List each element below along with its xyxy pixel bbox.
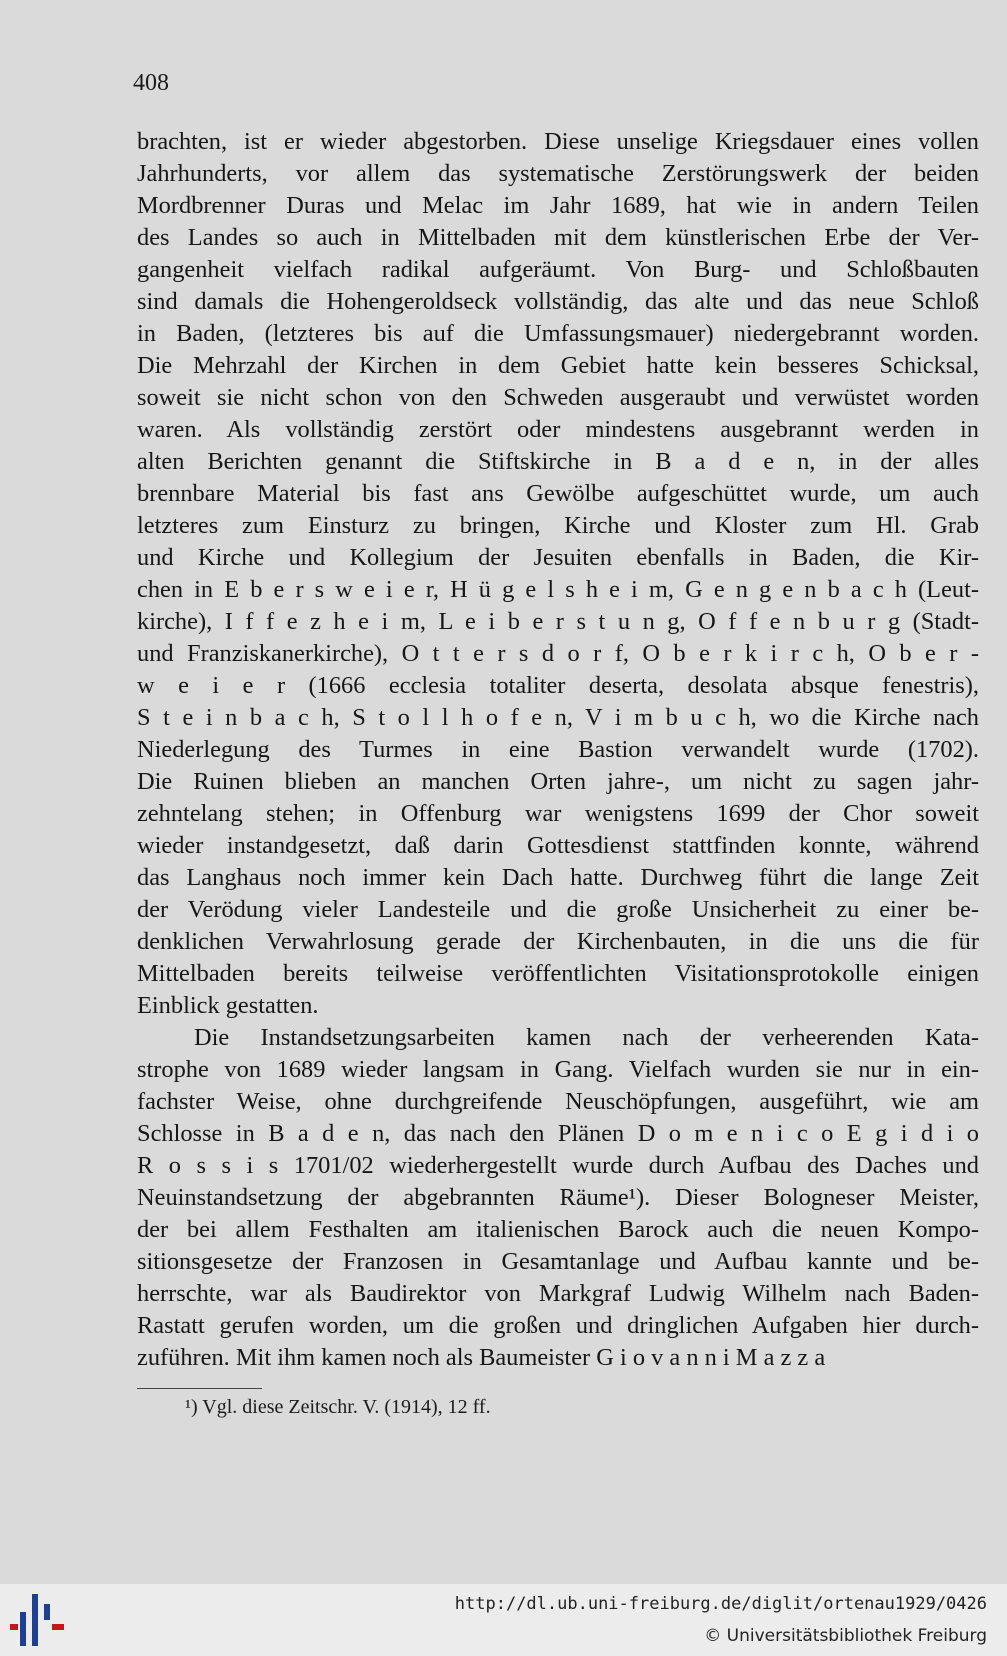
text-line: Die Ruinen blieben an manchen Orten jahre-, um nicht zu sagen jahr- [137,768,979,795]
copyright-text: © Universitätsbibliothek Freiburg [704,1626,987,1646]
library-logo-icon [8,1588,68,1652]
text-line: R o s s i s 1701/02 wiederhergestellt wurde durch Aufbau des Daches und [137,1152,979,1179]
text-line: waren. Als vollständig zerstört oder mindestens ausgebrannt werden in [137,416,979,443]
text-line: strophe von 1689 wieder langsam in Gang. Vielfach wurden sie nur in ein- [137,1056,979,1083]
text-line: Mordbrenner Duras und Melac im Jahr 1689, hat wie in andern Teilen [137,192,979,219]
text-line: der Verödung vieler Landesteile und die große Unsicherheit zu einer be- [137,896,979,923]
text-line: zuführen. Mit ihm kamen noch als Baumeister G i o v a n n i M a z z a [137,1344,826,1371]
text-line: letzteres zum Einsturz zu bringen, Kirche und Kloster zum Hl. Grab [137,512,979,539]
text-line: w e i e r (1666 ecclesia totaliter deserta, desolata absque fenestris), [137,672,979,699]
text-line: denklichen Verwahrlosung gerade der Kirchenbauten, in die uns die für [137,928,979,955]
text-line: der bei allem Festhalten am italienischen Barock auch die neuen Kompo- [137,1216,979,1243]
text-line: Jahrhunderts, vor allem das systematische Zerstörungswerk der beiden [137,160,979,187]
text-line: S t e i n b a c h, S t o l l h o f e n, V i m b u c h, wo die Kirche nach [137,704,979,731]
text-line: und Kirche und Kollegium der Jesuiten ebenfalls in Baden, die Kir- [137,544,979,571]
text-line: soweit sie nicht schon von den Schweden ausgeraubt und verwüstet worden [137,384,979,411]
text-line: fachster Weise, ohne durchgreifende Neuschöpfungen, ausgeführt, wie am [137,1088,979,1115]
text-line: herrschte, war als Baudirektor von Markgraf Ludwig Wilhelm nach Baden- [137,1280,979,1307]
text-line: das Langhaus noch immer kein Dach hatte. Durchweg führt die lange Zeit [137,864,979,891]
body-text [137,126,979,1374]
text-line: alten Berichten genannt die Stiftskirche in B a d e n, in der alles [137,448,979,475]
text-line: Neuinstandsetzung der abgebrannten Räume¹). Dieser Bologneser Meister, [137,1184,979,1211]
source-url-link[interactable]: http://dl.ub.uni-freiburg.de/diglit/ortenau1929/0426 [454,1594,987,1614]
text-line: brennbare Material bis fast ans Gewölbe aufgeschüttet wurde, um auch [137,480,979,507]
footnote-divider [137,1388,262,1389]
text-line: chen in E b e r s w e i e r, H ü g e l s h e i m, G e n g e n b a c h (Leut- [137,576,979,603]
text-line: Die Instandsetzungsarbeiten kamen nach der verheerenden Kata- [194,1024,979,1051]
text-line: Niederlegung des Turmes in eine Bastion verwandelt wurde (1702). [137,736,979,763]
text-line: Die Mehrzahl der Kirchen in dem Gebiet hatte kein besseres Schicksal, [137,352,979,379]
text-line: wieder instandgesetzt, daß darin Gottesdienst stattfinden konnte, während [137,832,979,859]
text-line: gangenheit vielfach radikal aufgeräumt. Von Burg- und Schloßbauten [137,256,979,283]
text-line: Mittelbaden bereits teilweise veröffentlichten Visitationsprotokolle einigen [137,960,979,987]
text-line: des Landes so auch in Mittelbaden mit dem künstlerischen Erbe der Ver- [137,224,979,251]
page-number: 408 [133,70,169,96]
text-line: sind damals die Hohengeroldseck vollständig, das alte und das neue Schloß [137,288,979,315]
text-line: in Baden, (letzteres bis auf die Umfassungsmauer) niedergebrannt worden. [137,320,979,347]
text-line: und Franziskanerkirche), O t t e r s d o r f, O b e r k i r c h, O b e r - [137,640,979,667]
text-line: brachten, ist er wieder abgestorben. Diese unselige Kriegsdauer eines vollen [137,128,979,155]
footnote: ¹) Vgl. diese Zeitschr. V. (1914), 12 ff. [185,1396,491,1418]
text-line: kirche), I f f e z h e i m, L e i b e r s t u n g, O f f e n b u r g (Stadt- [137,608,979,635]
text-line: Rastatt gerufen worden, um die großen und dringlichen Aufgaben hier durch- [137,1312,979,1339]
text-line: sitionsgesetze der Franzosen in Gesamtanlage und Aufbau kannte und be- [137,1248,979,1275]
text-line: zehntelang stehen; in Offenburg war wenigstens 1699 der Chor soweit [137,800,979,827]
text-line: Schlosse in B a d e n, das nach den Plänen D o m e n i c o E g i d i o [137,1120,979,1147]
text-line: Einblick gestatten. [137,992,319,1019]
